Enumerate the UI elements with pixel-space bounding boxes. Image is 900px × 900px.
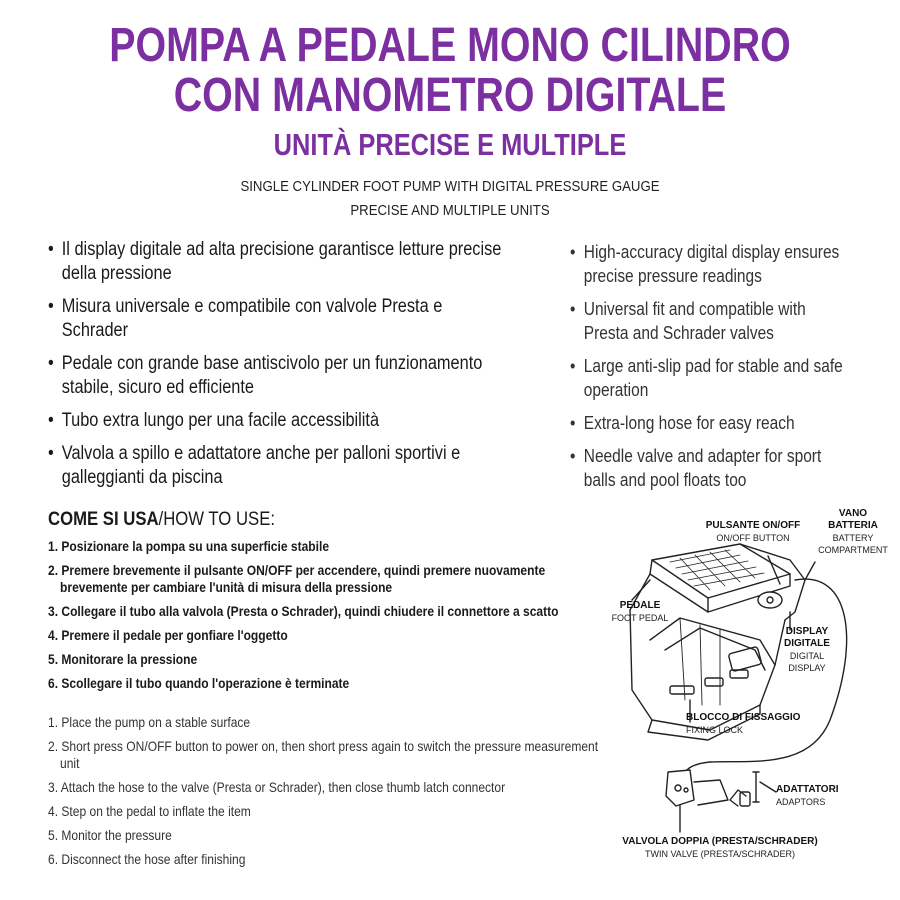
step-en-item: 6. Disconnect the hose after finishing (48, 851, 246, 867)
feature-it-item: • Misura universale e compatibile con valvole Presta e Schrader (48, 295, 512, 343)
feature-en-item: • Large anti-slip pad for stable and safe operation (570, 354, 854, 402)
display-label-en-1: DIGITAL (789, 651, 825, 661)
feature-en-item: • High-accuracy digital display ensures precise pressure readings (570, 240, 854, 288)
feature-en-item: • Universal fit and compatible with Presta and Schrader valves (570, 297, 854, 345)
battery-label-it-2: BATTERIA (828, 520, 878, 531)
feature-it-item: • Tubo extra lungo per una facile accessibilità (48, 409, 512, 433)
pump-diagram (590, 500, 900, 880)
step-it-item: 3. Collegare il tubo alla valvola (Presta o Schrader), quindi chiudere il connettore a scatto (48, 603, 559, 619)
steps-it-list (48, 538, 608, 699)
battery-label-en-2: COMPARTMENT (818, 545, 888, 555)
digital-display-label (780, 626, 834, 674)
valve-label-en: TWIN VALVE (PRESTA/SCHRADER) (644, 849, 796, 859)
foot-pedal-label (610, 600, 670, 624)
onoff-label-en: ON/OFF BUTTON (716, 533, 790, 543)
step-en-item: 5. Monitor the pressure (48, 827, 172, 843)
howto-heading (48, 508, 275, 532)
twin-valve-label (620, 836, 820, 860)
title-line-3: UNITÀ PRECISE E MULTIPLE (273, 127, 627, 162)
display-label-it-1: DISPLAY (785, 626, 829, 637)
adaptors-label (776, 784, 846, 808)
lock-label-it: BLOCCO DI FISSAGGIO (686, 712, 801, 723)
title-line-1: POMPA A PEDALE MONO CILINDRO (109, 19, 791, 72)
steps-en-list (48, 714, 608, 875)
step-en-item: 2. Short press ON/OFF button to power on, then short press again to switch the pressure measurement unit (48, 738, 599, 771)
howto-heading-it: COME SI USA (48, 509, 159, 530)
features-en-list (570, 240, 900, 501)
step-it-item: 6. Scollegare il tubo quando l'operazione è terminate (48, 675, 350, 691)
feature-en-item: • Needle valve and adapter for sport balls and pool floats too (570, 444, 854, 492)
step-it-item: 5. Monitorare la pressione (48, 651, 198, 667)
pedal-label-it: PEDALE (619, 600, 661, 611)
step-en-item: 3. Attach the hose to the valve (Presta or Schrader), then close thumb latch connector (48, 779, 506, 795)
step-it-item: 1. Posizionare la pompa su una superficie stabile (48, 538, 330, 554)
feature-en-item: • Extra-long hose for easy reach (570, 411, 854, 435)
feature-it-item: • Pedale con grande base antiscivolo per un funzionamento stabile, sicuro ed efficiente (48, 352, 512, 400)
pump-illustration (590, 500, 900, 880)
battery-label-en-1: BATTERY (832, 533, 874, 543)
fixing-lock-label (686, 712, 806, 736)
feature-it-item: • Il display digitale ad alta precisione garantisce letture precise della pressione (48, 238, 512, 286)
step-en-item: 1. Place the pump on a stable surface (48, 714, 251, 730)
step-en-item: 4. Step on the pedal to inflate the item (48, 803, 251, 819)
valve-label-it: VALVOLA DOPPIA (PRESTA/SCHRADER) (622, 836, 818, 847)
onoff-button-label (688, 520, 818, 544)
onoff-label-it: PULSANTE ON/OFF (705, 520, 801, 531)
display-label-it-2: DIGITALE (784, 638, 830, 649)
features-it-list (48, 238, 588, 499)
battery-compartment-label (816, 508, 890, 556)
title-line-2: CON MANOMETRO DIGITALE (173, 69, 727, 122)
step-it-item: 4. Premere il pedale per gonfiare l'oggetto (48, 627, 288, 643)
pedal-label-en: FOOT PEDAL (611, 613, 669, 623)
lock-label-en: FIXING LOCK (686, 725, 744, 735)
subtitle-line-2: PRECISE AND MULTIPLE UNITS (350, 202, 550, 219)
subtitle-line-1: SINGLE CYLINDER FOOT PUMP WITH DIGITAL PRESSURE GAUGE (240, 178, 660, 195)
howto-heading-en: /HOW TO USE: (158, 509, 275, 530)
battery-label-it-1: VANO (838, 508, 868, 519)
step-it-item: 2. Premere brevemente il pulsante ON/OFF per accendere, quindi premere nuovamente brevemente per cambiare l'unità di misura della pressione (48, 562, 546, 595)
adaptors-label-it: ADATTATORI (776, 784, 839, 795)
feature-it-item: • Valvola a spillo e adattatore anche per palloni sportivi e galleggianti da piscina (48, 442, 512, 490)
display-label-en-2: DISPLAY (788, 663, 826, 673)
adaptors-label-en: ADAPTORS (776, 797, 826, 807)
